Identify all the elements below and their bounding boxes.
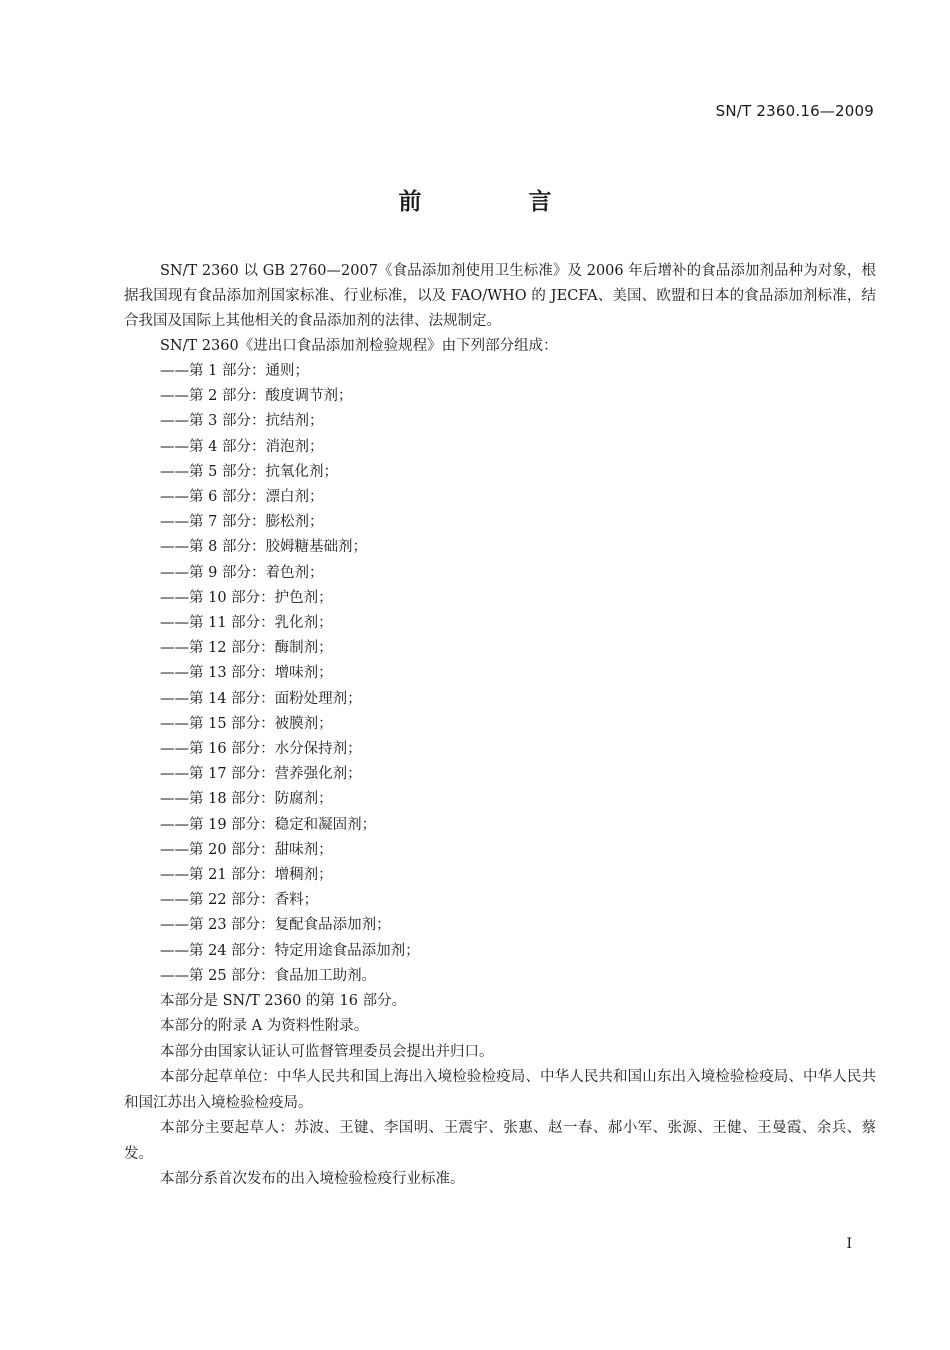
list-item: ——第 5 部分：抗氧化剂； <box>160 463 338 480</box>
closing-section <box>124 989 876 1192</box>
proposer-statement: 本部分由国家认证认可监督管理委员会提出并归口。 <box>160 1043 494 1060</box>
list-item: ——第 22 部分：香料； <box>160 892 319 909</box>
drafting-units: 本部分起草单位：中华人民共和国上海出入境检验检疫局、中华人民共和国山东出入境检验检疫局、中华人民共和国江苏出入境检验检疫局。 <box>124 1069 876 1111</box>
page-title: 前 言 <box>398 189 594 215</box>
list-item: ——第 4 部分：消泡剂； <box>160 438 324 455</box>
list-item: ——第 3 部分：抗结剂； <box>160 413 324 430</box>
intro-paragraph: SN/T 2360 以 GB 2760—2007《食品添加剂使用卫生标准》及 2006 年后增补的食品添加剂品种为对象，根据我国现有食品添加剂国家标准、行业标准，以及 FAO/WHO 的 JECFA、美国、欧盟和日本的食品添加剂标准，结合我国及国际上其他相关的食品添加剂的法律、法规制定。 <box>124 263 876 329</box>
list-item: ——第 12 部分：酶制剂； <box>160 640 333 657</box>
list-item: ——第 14 部分：面粉处理剂； <box>160 690 362 707</box>
list-item: ——第 24 部分：特定用途食品添加剂； <box>160 942 420 959</box>
parts-list <box>124 359 876 989</box>
parts-intro: SN/T 2360《进出口食品添加剂检验规程》由下列部分组成： <box>160 338 558 354</box>
part-number-statement: 本部分是 SN/T 2360 的第 16 部分。 <box>160 993 407 1010</box>
list-item: ——第 10 部分：护色剂； <box>160 589 333 606</box>
list-item: ——第 25 部分：食品加工助剂。 <box>160 967 377 984</box>
list-item: ——第 16 部分：水分保持剂； <box>160 741 362 758</box>
list-item: ——第 2 部分：酸度调节剂； <box>160 388 353 405</box>
list-item: ——第 8 部分：胶姆糖基础剂； <box>160 539 367 556</box>
annex-statement: 本部分的附录 A 为资料性附录。 <box>160 1018 369 1035</box>
foreword-body <box>124 259 876 1192</box>
list-item: ——第 20 部分：甜味剂； <box>160 841 333 858</box>
drafters: 本部分主要起草人：苏波、王键、李国明、王震宇、张惠、赵一春、郝小军、张源、王健、王曼霞、余兵、蔡发。 <box>124 1120 876 1162</box>
list-item: ——第 11 部分：乳化剂； <box>160 615 333 632</box>
first-release-statement: 本部分系首次发布的出入境检验检疫行业标准。 <box>160 1170 465 1187</box>
list-item: ——第 6 部分：漂白剂； <box>160 489 324 506</box>
list-item: ——第 9 部分：着色剂； <box>160 564 324 581</box>
standard-code: SN/T 2360.16—2009 <box>715 102 874 120</box>
list-item: ——第 1 部分：通则； <box>160 363 309 379</box>
list-item: ——第 15 部分：被膜剂； <box>160 715 333 732</box>
list-item: ——第 18 部分：防腐剂； <box>160 791 333 808</box>
page-number: I <box>846 1236 852 1252</box>
list-item: ——第 21 部分：增稠剂； <box>160 867 333 884</box>
list-item: ——第 23 部分：复配食品添加剂； <box>160 917 391 934</box>
list-item: ——第 19 部分：稳定和凝固剂； <box>160 816 377 833</box>
list-item: ——第 7 部分：膨松剂； <box>160 514 324 531</box>
list-item: ——第 17 部分：营养强化剂； <box>160 766 362 783</box>
list-item: ——第 13 部分：增味剂； <box>160 665 333 682</box>
